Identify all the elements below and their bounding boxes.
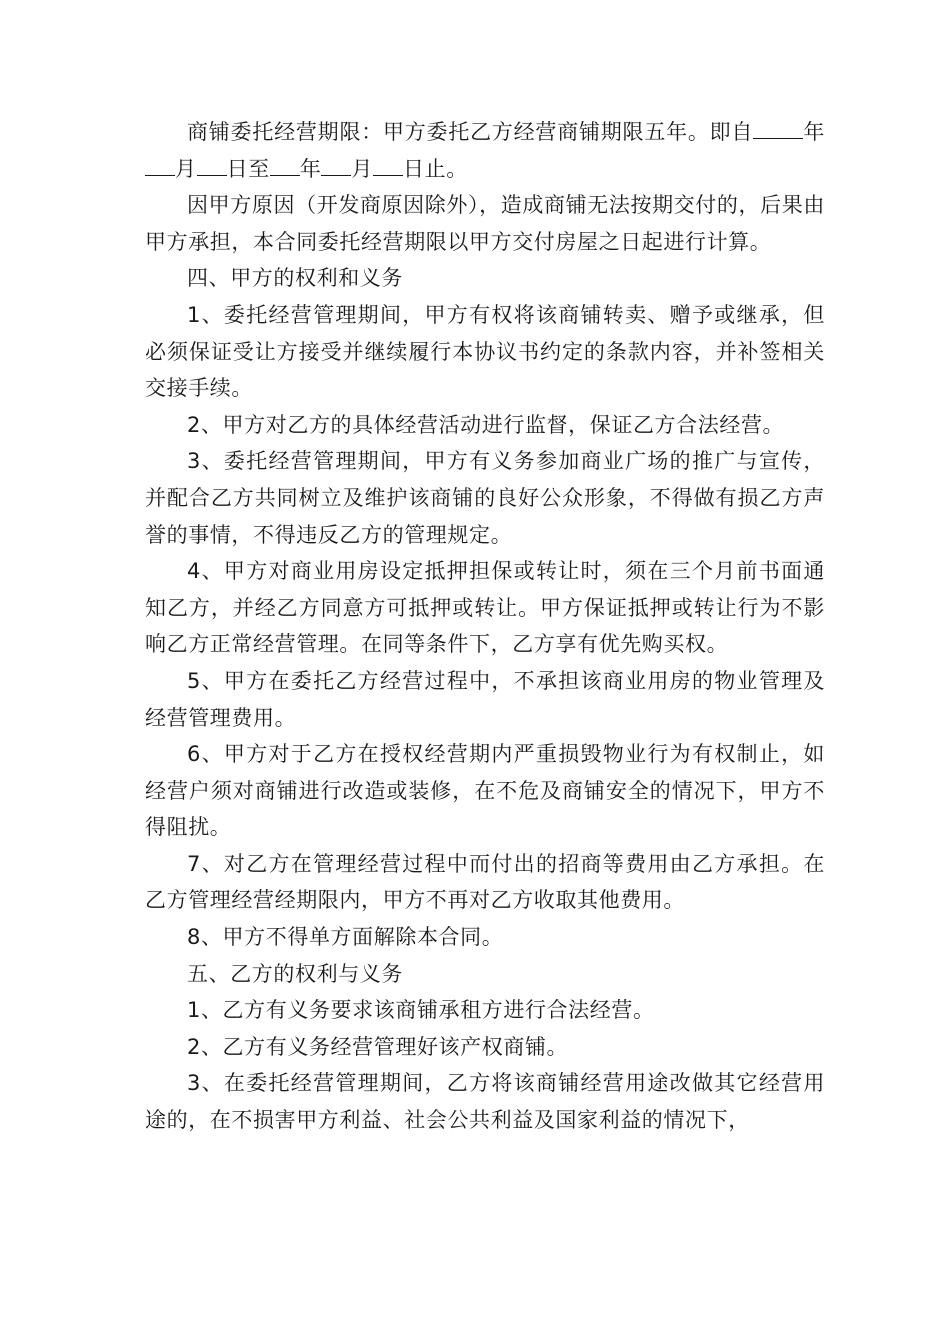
clause-b-1: 1、乙方有义务要求该商铺承租方进行合法经营。 [187, 998, 655, 1023]
clause-b-3: 3、在委托经营管理期间，乙方将该商铺经营用途改做其它经营用途的，在不损害甲方利益、社会公共利益及国家利益的情况下， [145, 1071, 825, 1133]
section-heading-party-a: 四、甲方的权利和义务 [187, 266, 403, 291]
clause-a-2: 2、甲方对乙方的具体经营活动进行监督，保证乙方合法经营。 [187, 412, 785, 437]
blank-year-start-a [753, 120, 791, 139]
clause-a-3: 3、委托经营管理期间，甲方有义务参加商业广场的推广与宣传，并配合乙方共同树立及维护该商铺的良好公众形象，不得做有损乙方声誉的事情，不得违反乙方的管理规定。 [145, 449, 825, 547]
blank-day-end [373, 157, 403, 176]
blank-month-end [321, 157, 351, 176]
blank-year-end [270, 157, 300, 176]
clause-a-5: 5、甲方在委托乙方经营过程中，不承担该商业用房的物业管理及经营管理费用。 [145, 668, 825, 730]
section-heading-party-b: 五、乙方的权利与义务 [187, 961, 403, 986]
document-page [145, 114, 825, 1139]
blank-year-start-b [791, 120, 803, 139]
paragraph-delivery-delay: 因甲方原因（开发商原因除外），造成商铺无法按期交付的，后果由甲方承担，本合同委托经营期限以甲方交付房屋之日起进行计算。 [145, 193, 825, 254]
clause-b-2: 2、乙方有义务经营管理好该产权商铺。 [187, 1034, 569, 1059]
term-text-end: 日止。 [403, 156, 468, 181]
clause-a-6: 6、甲方对于乙方在授权经营期内严重损毁物业行为有权制止，如经营户须对商铺进行改造或装修，在不危及商铺安全的情况下，甲方不得阻扰。 [145, 742, 825, 840]
blank-day-start [197, 157, 227, 176]
paragraph-term [145, 114, 825, 187]
term-text-month-2: 月 [351, 156, 374, 181]
clause-a-1: 1、委托经营管理期间，甲方有权将该商铺转卖、赠予或继承，但必须保证受让方接受并继续履行本协议书约定的条款内容，并补签相关交接手续。 [145, 302, 825, 401]
clause-a-8: 8、甲方不得单方面解除本合同。 [187, 925, 504, 950]
term-text-month-1: 月 [175, 156, 197, 181]
term-text-year-2: 年 [299, 156, 322, 181]
term-text-year-1: 年 [803, 120, 825, 144]
term-text-start: 商铺委托经营期限：甲方委托乙方经营商铺期限五年。即自 [187, 120, 754, 144]
clause-a-4: 4、甲方对商业用房设定抵押担保或转让时，须在三个月前书面通知乙方，并经乙方同意方可抵押或转让。甲方保证抵押或转让行为不影响乙方正常经营管理。在同等条件下，乙方享有优先购买权。 [145, 559, 825, 657]
clause-a-7: 7、对乙方在管理经营过程中而付出的招商等费用由乙方承担。在乙方管理经营经期限内，甲方不再对乙方收取其他费用。 [145, 851, 825, 913]
blank-month-start [145, 157, 175, 176]
term-text-day-1: 日至 [226, 156, 270, 181]
